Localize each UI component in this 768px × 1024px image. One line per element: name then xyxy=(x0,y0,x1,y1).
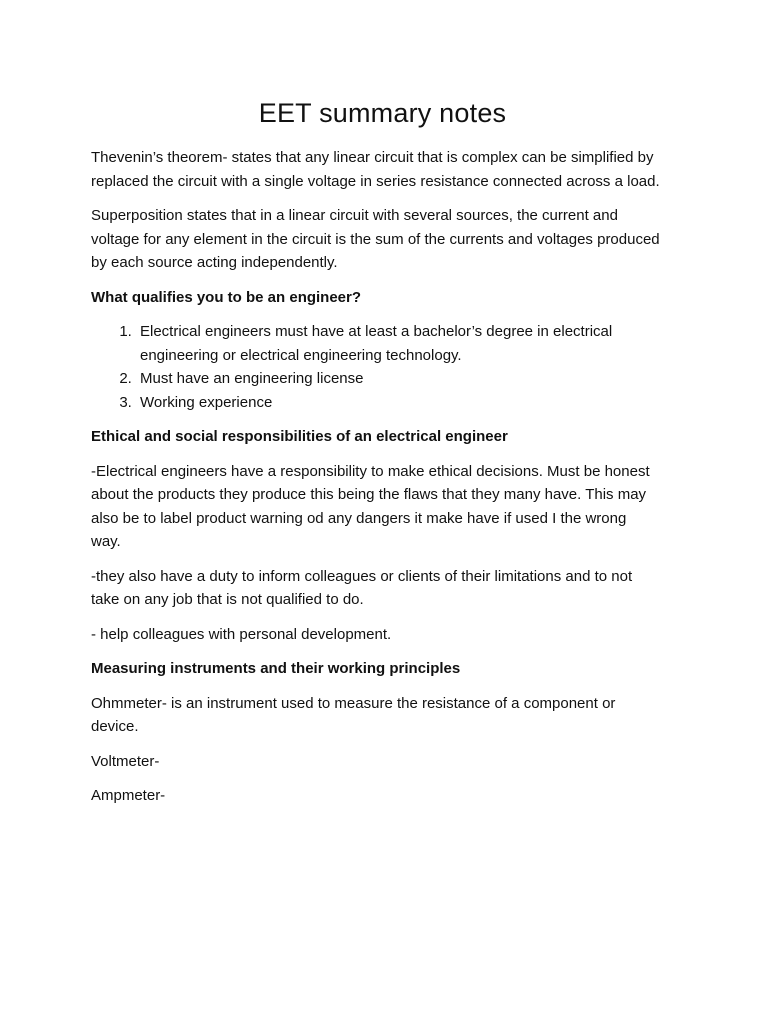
list-item: 1. Electrical engineers must have at least a bachelor’s degree in electrical engineering or electrical engineering technology. xyxy=(136,320,660,367)
superposition-paragraph: Superposition states that in a linear circuit with several sources, the current and voltage for any element in the circuit is the sum of the currents and voltages produced by each source acting independently. xyxy=(91,207,660,271)
list-item: 3. Working experience xyxy=(136,391,660,415)
document-title: EET summary notes xyxy=(258,98,507,128)
instruments-heading: Measuring instruments and their working principles xyxy=(91,660,461,677)
qualifies-heading: What qualifies you to be an engineer? xyxy=(91,288,362,306)
qualifications-list xyxy=(91,320,660,414)
ethics-heading: Ethical and social responsibilities of an electrical engineer xyxy=(91,428,508,445)
voltmeter-paragraph: Voltmeter- xyxy=(91,752,160,770)
ohmmeter-paragraph: Ohmmeter- is an instrument used to measure the resistance of a component or device. xyxy=(91,694,616,735)
ethics-paragraph: -Electrical engineers have a responsibility to make ethical decisions. Must be honest about the products they produce this being the flaws that they many have. This may also be to label product warning od any dangers it make have if used I the wrong way. xyxy=(91,462,650,550)
list-item: 2. Must have an engineering license xyxy=(136,367,660,391)
ampmeter-paragraph: Ampmeter- xyxy=(91,787,166,804)
ethics-paragraph: - help colleagues with personal development. xyxy=(91,625,392,643)
thevenin-paragraph: Thevenin’s theorem- states that any linear circuit that is complex can be simplified by replaced the circuit with a single voltage in series resistance connected across a load. xyxy=(91,149,660,190)
ethics-paragraph: -they also have a duty to inform colleagues or clients of their limitations and to not take on any job that is not qualified to do. xyxy=(91,567,633,608)
